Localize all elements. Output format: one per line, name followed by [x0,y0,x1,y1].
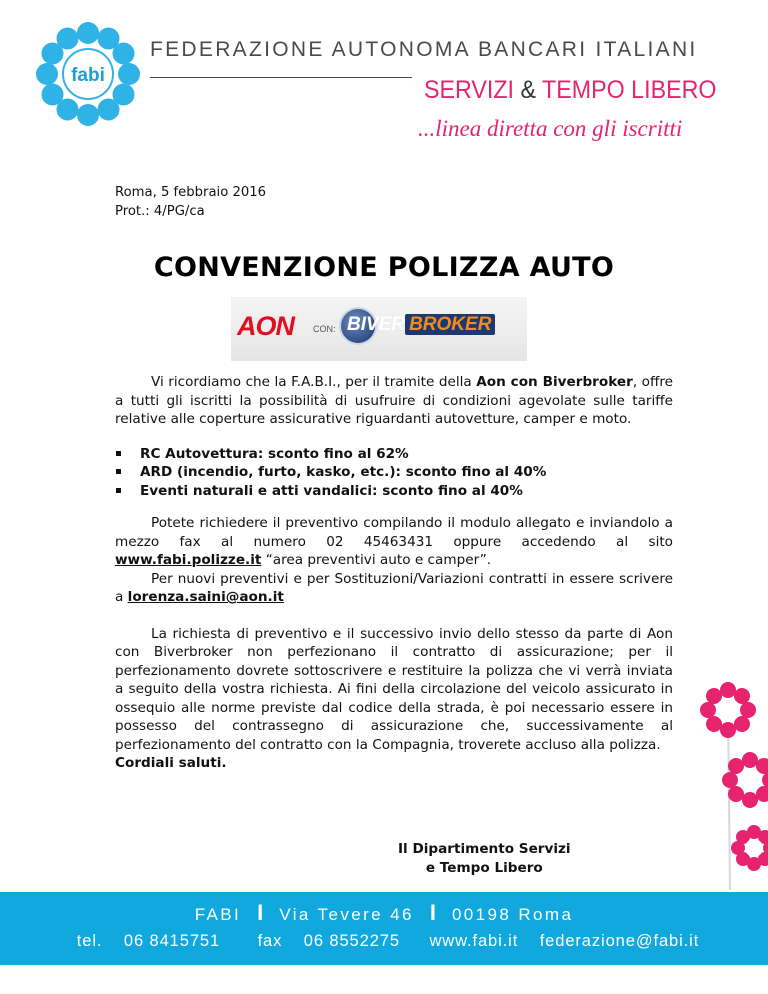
contact-text: Per nuovi preventivi e per Sostituzioni/Variazioni contratti in essere scrivere a [115,570,673,605]
service-title-part2: TEMPO LIBERO [542,76,717,104]
intro-paragraph [115,373,673,429]
protocol-number: Prot.: 4/PG/ca [115,204,205,219]
biverbroker-logo [344,310,495,340]
service-title-part1: SERVIZI [424,76,515,104]
signature-line-2: e Tempo Libero [425,859,543,876]
fax-number: 06 8552275 [303,932,400,950]
footer-address [0,900,768,926]
bullet-square-icon [116,469,121,474]
footer-separator: I [257,900,264,925]
footer-phone [69,932,228,950]
list-item [115,482,673,501]
letter-body [115,373,673,773]
list-item-text: RC Autovettura: sconto fino al 62% [140,445,409,462]
fax-label: fax [257,932,283,950]
disclaimer-paragraph: La richiesta di preventivo e il successivo invio dello stesso da parte di Aon con Biverbroker non perfezionano il contratto di assicurazione; per il perfezionamento dovrete sottoscrivere e restituire la polizza che vi verrà inviata a seguito della vostra richiesta. Ai fini della circolazione del veicolo assicurato in ossequio alle norme previste dal codice della strada, è poi necessario essere in possesso del contrassegno di assicurazione che, successivamente al perfezionamento del contratto con la Compagnia, troverete accluso alla polizza. [115,625,673,753]
phone-number: 06 8415751 [123,932,221,950]
fabi-flower-logo [28,14,148,134]
intro-text-rest: , offre a tutti gli iscritti la possibilità di usufruire di condizioni agevolate sulle tariffe relative alle coperture assicurative riguardanti autovetture, camper e moto. [115,374,673,427]
bullet-square-icon [116,451,121,456]
quote-paragraph [115,514,673,570]
quote-text-rest: “area preventivi auto e camper”. [261,552,492,568]
letter-meta [115,183,266,221]
fabi-polizze-link[interactable]: www.fabi.polizze.it [115,552,262,568]
footer-website-link[interactable]: www.fabi.it [429,932,519,950]
date-line: Roma, 5 febbraio 2016 [115,185,267,200]
footer-separator: I [429,900,436,925]
quote-text: Potete richiedere il preventivo compilando il modulo allegato e inviandolo a mezzo fax al numero 02 45463431 oppure accedendo al sito [115,515,673,550]
signature-line-1: Il Dipartimento Servizi [398,841,571,857]
list-item-text: ARD (incendio, furto, kasko, etc.): sconto fino al 40% [140,464,547,480]
document-title: CONVENZIONE POLIZZA AUTO [153,252,615,283]
footer-contacts [0,932,768,951]
phone-label: tel. [76,932,103,950]
footer-org: FABI [194,905,242,924]
list-item [115,445,673,464]
footer-fax [250,932,408,950]
contact-email-link[interactable]: lorenza.saini@aon.it [127,589,284,605]
intro-partner-name: Aon con Biverbroker [476,374,633,390]
greeting: Cordiali saluti. [115,755,227,771]
service-title [424,76,716,105]
list-item-text: Eventi naturali e atti vandalici: sconto fino al 40% [140,482,523,499]
tagline: ...linea diretta con gli iscritti [418,116,683,141]
decorative-flowers-icon [690,680,768,890]
bullet-square-icon [116,488,121,493]
partner-logo [231,297,527,361]
list-item [115,463,673,482]
biverbroker-logo-biver: BIVER [347,314,406,335]
biverbroker-logo-broker: BROKER [405,314,495,335]
footer-city: 00198 Roma [451,905,574,924]
organization-name: FEDERAZIONE AUTONOMA BANCARI ITALIANI [150,38,698,61]
contact-paragraph [115,570,673,607]
footer-bar [0,892,768,965]
intro-text: Vi ricordiamo che la F.A.B.I., per il tramite della [151,374,477,390]
aon-logo: AON [237,311,294,341]
discount-list [115,445,673,501]
service-title-amp: & [520,76,537,104]
signature [398,840,571,877]
footer-email-link[interactable]: federazione@fabi.it [539,932,700,950]
logo-connector: CON: [313,324,336,334]
footer-street: Via Tevere 46 [279,905,414,924]
logo-text: fabi [71,65,105,86]
header-divider [150,77,412,78]
